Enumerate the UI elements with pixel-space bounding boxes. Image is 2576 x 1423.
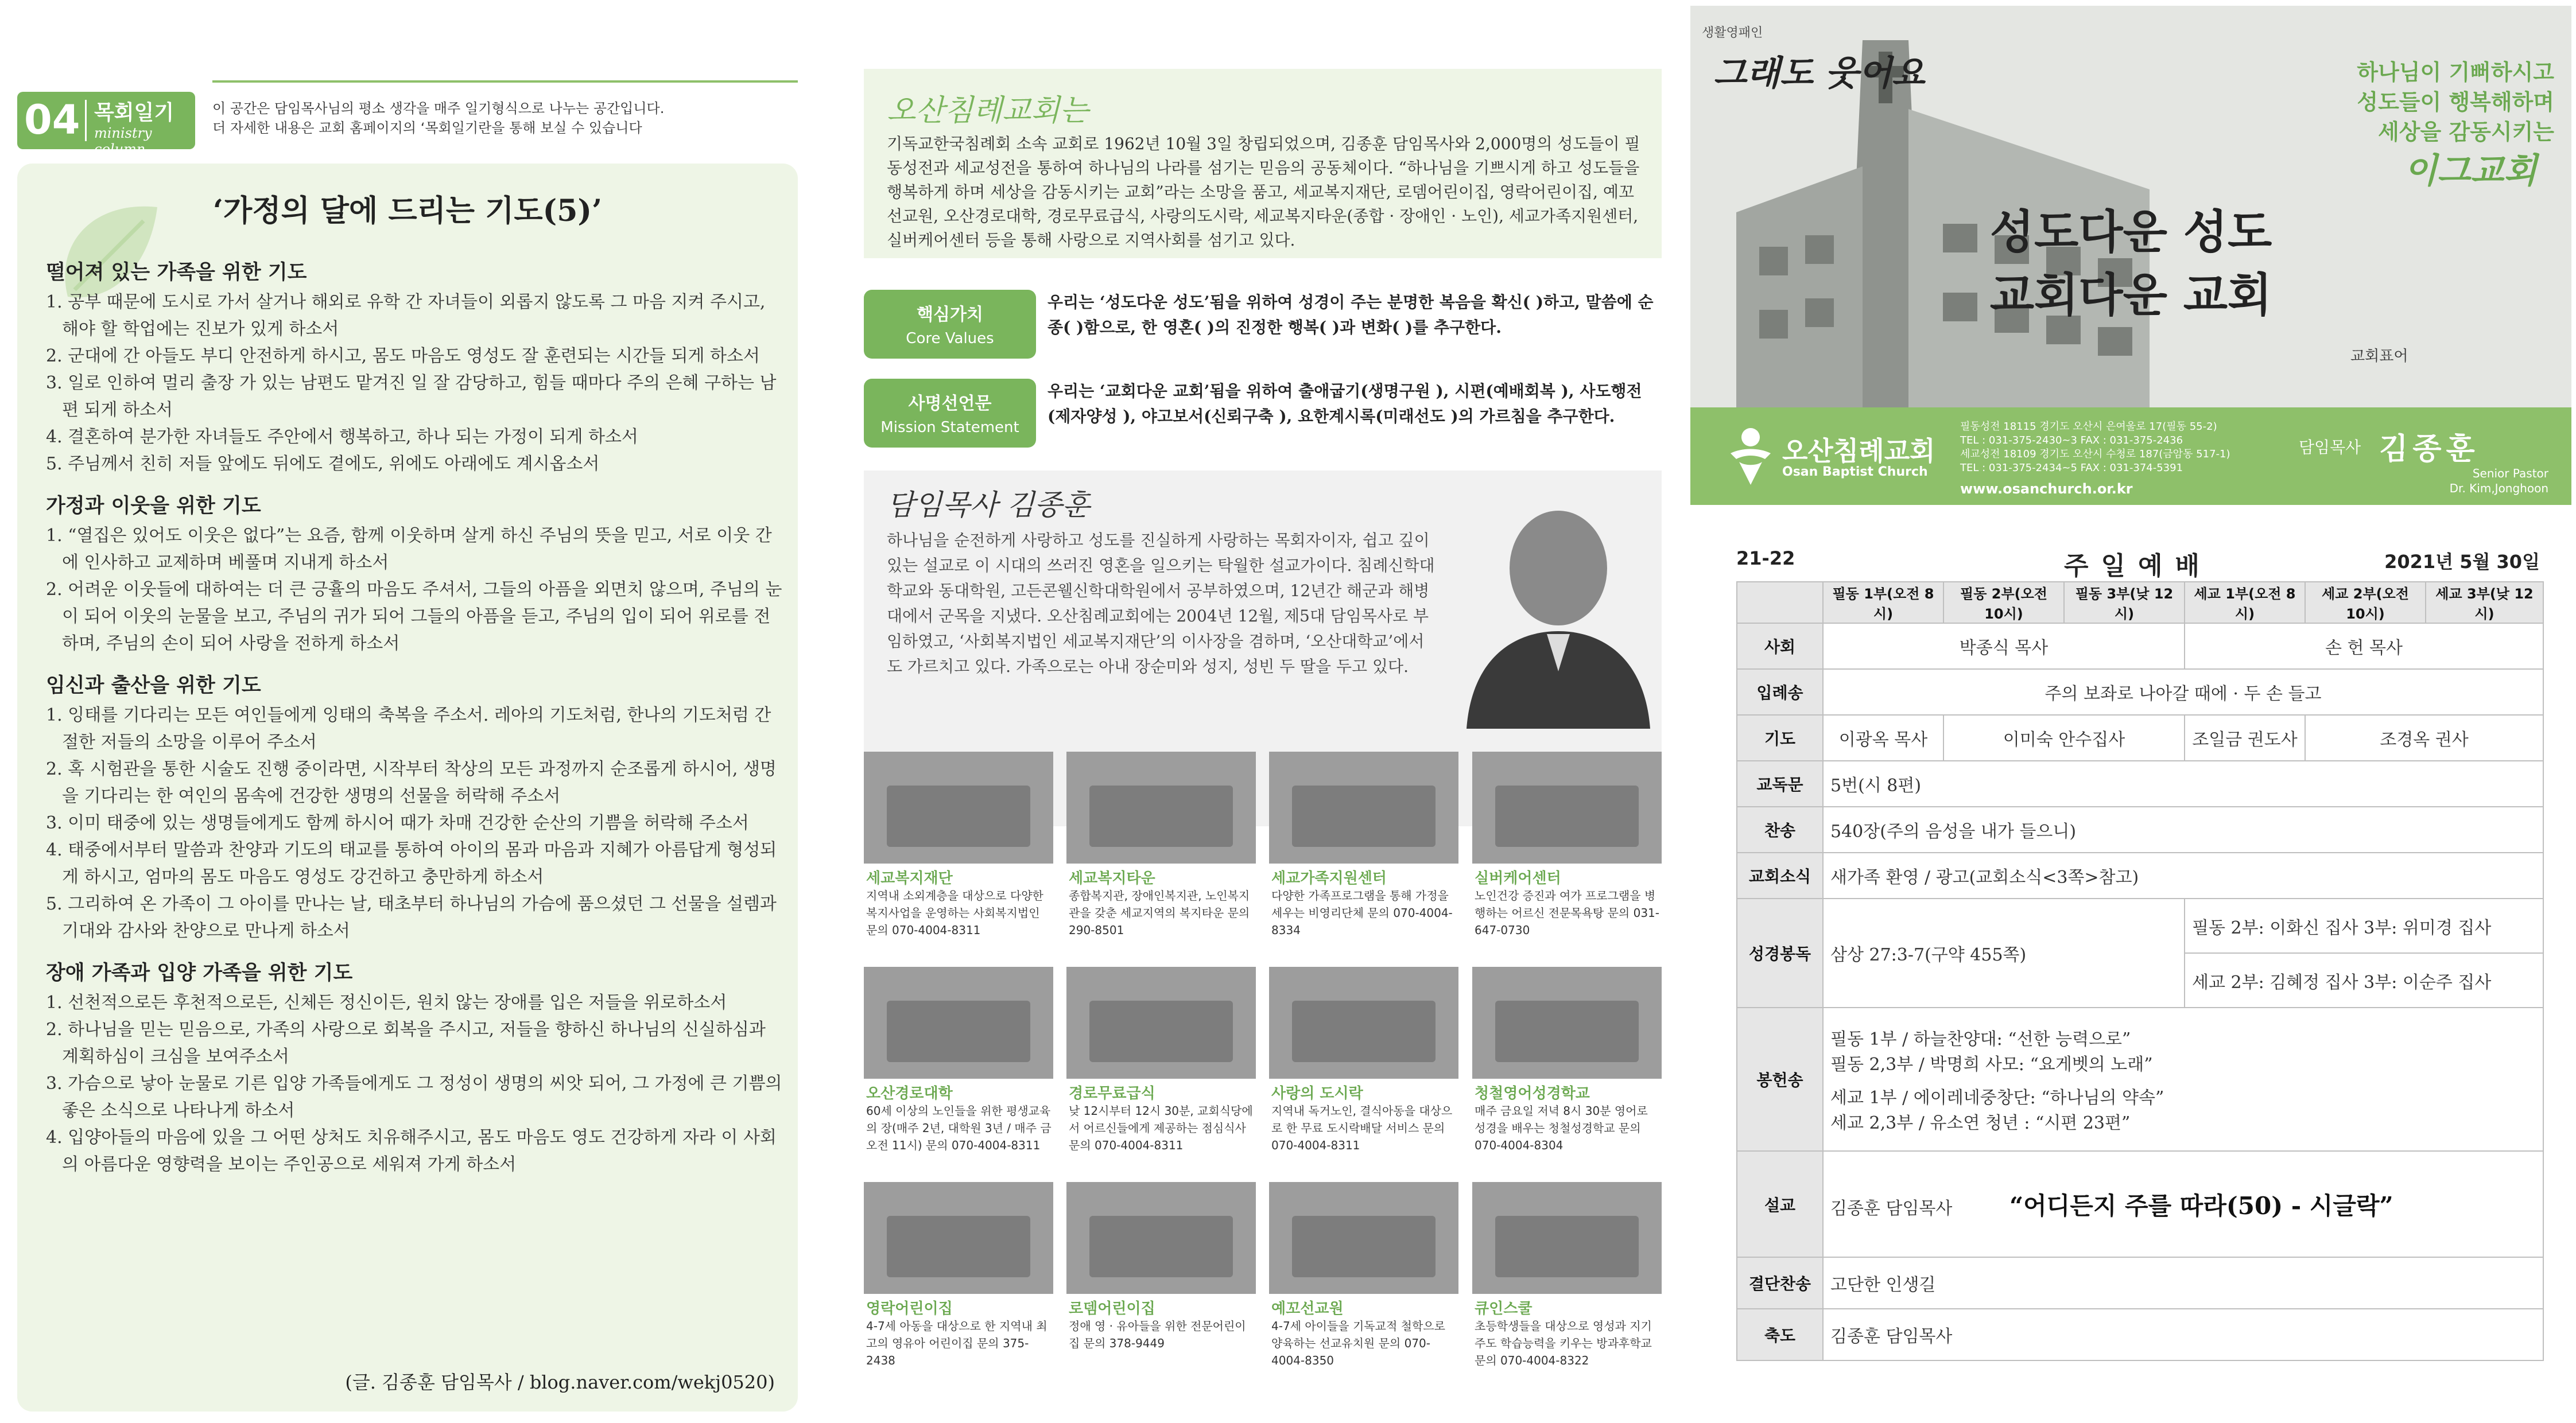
core-values-row xyxy=(864,290,1662,364)
cell-value: 540장(주의 음성을 내가 들으니) xyxy=(1823,807,2543,853)
table-row xyxy=(1737,899,2543,953)
prayer-item: 2. 혹 시험관을 통한 시술도 진행 중이라면, 시작부터 착상의 모든 과정까지 순조롭게 하시어, 생명을 기다리는 한 여인의 몸속에 건강한 생명의 선물을 허락해 주소서 xyxy=(46,759,777,806)
church-logo-icon xyxy=(1725,425,1776,488)
ministry-desc: 매주 금요일 저녁 8시 30분 영어로 성경을 배우는 청철성경학교 문의 070-4004-8304 xyxy=(1475,1104,1648,1152)
ministry-photo xyxy=(1269,967,1458,1079)
core-values-label: 핵심가치 xyxy=(917,305,983,325)
worship-title: 주일예배 xyxy=(2063,551,2212,581)
ministry-title: 세교가족지원센터 xyxy=(1271,870,1387,887)
cell-value: 삼상 27:3-7(구약 455쪽) xyxy=(1823,899,2185,1008)
motto-line-1: 성도다운 성도 xyxy=(1989,205,2272,259)
pastor-name: 김종훈 xyxy=(2379,432,2480,466)
row-label: 사회 xyxy=(1737,623,1823,669)
prayer-heading: 장애 가족과 입양 가족을 위한 기도 xyxy=(46,961,353,985)
logo-caption: 생활영패인 xyxy=(1702,26,1763,40)
cell-value: 김종훈 담임목사 xyxy=(1823,1309,2543,1360)
header-divider xyxy=(212,80,798,83)
mission-row xyxy=(864,379,1662,453)
prayer-heading: 가정과 이웃을 위한 기도 xyxy=(46,494,261,518)
cell-value: 조일금 권도사 xyxy=(2185,715,2305,761)
prayer-item: 4. 태중에서부터 말씀과 찬양과 기도의 태교를 통하여 아이의 몸과 마음과 지혜가 아름답게 형성되게 하시고, 엄마의 몸도 마음도 영성도 강건하고 충만하게 하소서 xyxy=(46,840,777,887)
prayer-heading: 임신과 출산을 위한 기도 xyxy=(46,674,261,697)
table-row xyxy=(1737,807,2543,853)
ministry-card xyxy=(864,967,1053,1182)
prayer-item: 2. 하나님을 믿는 믿음으로, 가족의 사랑으로 회복을 주시고, 저들을 향하신 하나님의 신실하심과 계획하심이 크심을 보여주소서 xyxy=(46,1020,766,1067)
section-subtitle: ministry column xyxy=(94,125,152,157)
ministry-title: 세교복지타운 xyxy=(1069,870,1155,887)
offertory-list xyxy=(1823,1008,2543,1151)
prayer-section xyxy=(46,256,786,477)
pastor-bio: 하나님을 순전하게 사랑하고 성도를 진실하게 사랑하는 목회자이자, 쉽고 깊이 있는 설교로 이 시대의 쓰러진 영혼을 일으키는 탁월한 설교가이다. 침례신학대학교와 동대학원, 고든콘웰신학대학원에서 공부하였으며, 12년간 해군과 해병대에서 군목을 지냈다. 오산침례교회에는 2004년 12월, 제5대 담임목사로 부임하였고, ‘사회복지법인 세교복지재단’의 이사장을 겸하며, ‘오산대학교’에서도 가르치고 있다. 가족으로는 아내 장순미와 성지, 성빈 두 딸을 두고 있다. xyxy=(887,531,1435,676)
logo-wordmark: 그래도 웃어요 xyxy=(1713,53,1925,94)
table-row xyxy=(1737,1257,2543,1309)
address-line: TEL : 031-375-2434~5 FAX : 031-374-5391 xyxy=(1960,462,2183,474)
motto-line-2: 교회다운 교회 xyxy=(1989,269,2272,322)
pastor-role-en: Senior Pastor xyxy=(2472,466,2548,480)
ministry-desc: 다양한 가족프로그램을 통해 가정을 세우는 비영리단체 문의 070-4004-8334 xyxy=(1271,889,1453,937)
church-name: 오산침례교회 xyxy=(1782,436,1935,466)
slogan-line: 세상을 감동시키는 xyxy=(2378,119,2554,145)
ministry-photo xyxy=(1066,967,1256,1079)
church-intro-panel xyxy=(864,69,1662,1412)
cell-value: 5번(시 8편) xyxy=(1823,761,2543,807)
offertory-line: 세교 1부 / 에이레네중창단: “하나님의 약속” xyxy=(1830,1088,2164,1108)
column-intro xyxy=(212,99,798,138)
service-header: 필동 3부(낮 12시) xyxy=(2064,582,2185,623)
row-label: 축도 xyxy=(1737,1309,1823,1360)
address-line: 세교성전 18109 경기도 오산시 수청로 187(금암동 517-1) xyxy=(1960,448,2230,460)
service-header: 세교 2부(오전 10시) xyxy=(2305,582,2426,623)
ministry-title: 경로무료급식 xyxy=(1069,1085,1155,1102)
ministry-card xyxy=(1066,967,1256,1182)
church-intro-title: 오산침례교회는 xyxy=(887,94,1089,128)
church-intro-text: 기독교한국침례회 소속 교회로 1962년 10월 3일 창립되었으며, 김종훈 담임목사와 2,000명의 성도들이 필동성전과 세교성전을 통하여 하나님의 나라를 섬기는 믿음의 공동체이다. “하나님을 기쁘시게 하고 성도들을 행복하게 하며 세상을 감동시키는 교회”라는 소망을 품고, 세교복지재단, 로뎀어린이집, 영락어린이집, 예꼬선교원, 오산경로대학, 경로무료급식, 사랑의도시락, 세교복지타운(종합 · 장애인 · 노인), 세교가족지원센터, 실버케어센터 등을 통해 사랑으로 지역사회를 섬기고 있다. xyxy=(887,134,1640,250)
section-badge xyxy=(17,92,195,157)
ministry-desc: 정애 영 · 유아들을 위한 전문어린이집 문의 378-9449 xyxy=(1069,1319,1246,1350)
ministry-desc: 초등학생들을 대상으로 영성과 지기주도 학습능력을 키우는 방과후학교 문의 070-4004-8322 xyxy=(1475,1319,1652,1367)
column-header xyxy=(17,76,798,156)
ministry-card xyxy=(864,752,1053,967)
cell-value: 이광옥 목사 xyxy=(1823,715,1943,761)
cell-value: 새가족 환영 / 광고(교회소식<3쪽>참고) xyxy=(1823,853,2543,899)
cell-value: 이미숙 안수집사 xyxy=(1943,715,2185,761)
ministry-desc: 4-7세 아이들을 기독교적 철학으로 양육하는 선교유치원 문의 070-4004-8350 xyxy=(1271,1319,1445,1367)
ministry-card xyxy=(1472,752,1662,967)
sermon-cell xyxy=(1823,1151,2543,1257)
ministry-card xyxy=(1269,1182,1458,1397)
service-header: 세교 3부(낮 12시) xyxy=(2426,582,2543,623)
pastor-photo xyxy=(1449,482,1662,729)
church-website: www.osanchurch.or.kr xyxy=(1960,481,2133,497)
ministry-photo xyxy=(1472,752,1662,864)
address-line: 필동성전 18115 경기도 오산시 은여울로 17(필동 55-2) xyxy=(1960,421,2217,433)
intro-line: 더 자세한 내용은 교회 홈페이지의 ‘목회일기란을 통해 보실 수 있습니다 xyxy=(212,120,642,136)
ministry-desc: 노인건강 증진과 여가 프로그램을 병행하는 어르신 전문목욕탕 문의 031-647-0730 xyxy=(1475,889,1659,937)
table-row xyxy=(1737,761,2543,807)
prayer-item: 1. “열집은 있어도 이웃은 없다”는 요즘, 함께 이웃하며 살게 하신 주님의 뜻을 믿고, 서로 이웃 간에 인사하고 교제하며 베풀며 지내게 하소서 xyxy=(46,526,772,573)
cover xyxy=(1690,6,2571,505)
table-row xyxy=(1737,715,2543,761)
church-intro-box xyxy=(864,69,1662,258)
cell-value: 세교 2부: 김혜정 집사 3부: 이순주 집사 xyxy=(2185,953,2543,1008)
ministry-title: 청철영어성경학교 xyxy=(1475,1085,1590,1102)
worship-date: 2021년 5월 30일 xyxy=(2384,551,2540,573)
prayer-item: 1. 공부 때문에 도시로 가서 살거나 해외로 유학 간 자녀들이 외롭지 않도록 그 마음 지켜 주시고, 해야 할 학업에는 진보가 있게 하소서 xyxy=(46,292,766,339)
ministry-title: 예꼬선교원 xyxy=(1271,1300,1344,1317)
table-row xyxy=(1737,1309,2543,1360)
ministry-title: 영락어린이집 xyxy=(866,1300,953,1317)
badge-separator xyxy=(85,100,87,141)
ministry-title: 세교복지재단 xyxy=(866,870,953,887)
church-name-en: Osan Baptist Church xyxy=(1782,465,1928,479)
row-label: 찬송 xyxy=(1737,807,1823,853)
address-line: TEL : 031-375-2430~3 FAX : 031-375-2436 xyxy=(1960,434,2183,446)
ministry-photo xyxy=(1269,752,1458,864)
ministry-card xyxy=(1066,1182,1256,1397)
ministry-desc: 종합복지관, 장애인복지관, 노인복지관을 갖춘 세교지역의 복지타운 문의 290-8501 xyxy=(1069,889,1250,937)
slogan-brand: 이그교회 xyxy=(2404,151,2537,191)
ministry-title: 큐인스쿨 xyxy=(1475,1300,1533,1317)
church-slogan xyxy=(2357,57,2554,147)
ministry-card xyxy=(1066,752,1256,967)
pastor-name-en xyxy=(2450,466,2548,496)
ministry-photo xyxy=(1066,1182,1256,1294)
mission-label: 사명선언문 xyxy=(908,394,992,414)
cell-value: 손 헌 목사 xyxy=(2185,623,2543,669)
pastor-name-en-line: Dr. Kim,Jonghoon xyxy=(2449,481,2548,495)
row-label: 기도 xyxy=(1737,715,1823,761)
slogan-line: 성도들이 행복해하며 xyxy=(2357,90,2554,115)
cell-value: 박종식 목사 xyxy=(1823,623,2185,669)
ministry-card xyxy=(1269,967,1458,1182)
ministry-desc: 지역내 소외계층을 대상으로 다양한 복지사업을 운영하는 사회복지법인 문의 070-4004-8311 xyxy=(866,889,1043,937)
table-corner-cell xyxy=(1737,582,1823,623)
prayer-item: 5. 주님께서 친히 저들 앞에도 뒤에도 곁에도, 위에도 아래에도 계시옵소서 xyxy=(46,454,600,474)
ministry-desc: 60세 이상의 노인들을 위한 평생교육의 장(매주 2년, 대학원 3년 / 매주 금 오전 11시) 문의 070-4004-8311 xyxy=(866,1104,1052,1152)
prayer-item: 1. 선천적으로든 후천적으로든, 신체든 정신이든, 원치 않는 장애를 입은 저들을 위로하소서 xyxy=(46,993,727,1013)
prayer-item: 3. 가슴으로 낳아 눈물로 기른 입양 가족들에게도 그 정성이 생명의 씨앗 되어, 그 가정에 큰 기쁨의 좋은 소식으로 나타나게 하소서 xyxy=(46,1074,782,1121)
ministry-title: 실버케어센터 xyxy=(1475,870,1561,887)
ministry-card xyxy=(864,1182,1053,1397)
column-title: ‘가정의 달에 드리는 기도(5)’ xyxy=(212,193,603,228)
ministry-title: 로뎀어린이집 xyxy=(1069,1300,1155,1317)
cell-value: 고단한 인생길 xyxy=(1823,1257,2543,1309)
ministry-photo xyxy=(864,967,1053,1079)
slogan-line: 하나님이 기뻐하시고 xyxy=(2357,60,2554,85)
prayer-item: 5. 그리하여 온 가족이 그 아이를 만나는 날, 태초부터 하나님의 가슴에 품으셨던 그 선물을 설렘과 기대와 감사와 찬양으로 만나게 하소서 xyxy=(46,894,777,941)
table-row xyxy=(1737,1151,2543,1257)
ministry-photo xyxy=(1269,1182,1458,1294)
service-header: 필동 1부(오전 8시) xyxy=(1823,582,1943,623)
core-values-text: 우리는 ‘성도다운 성도’됨을 위하여 성경이 주는 분명한 복음을 확신( )하고, 말씀에 순종( )함으로, 한 영혼( )의 진정한 행복( )과 변화( )를 추구한다. xyxy=(1048,293,1654,337)
ministry-photo xyxy=(1472,1182,1662,1294)
prayer-sections xyxy=(46,244,786,1178)
prayer-item: 4. 결혼하여 분가한 자녀들도 주안에서 행복하고, 하나 되는 가정이 되게 하소서 xyxy=(46,427,638,447)
prayer-item: 3. 이미 태중에 있는 생명들에게도 함께 하시어 때가 차매 건강한 순산의 기쁨을 허락해 주소서 xyxy=(46,813,749,833)
offertory-line: 세교 2,3부 / 유소연 청년 : “시편 23편” xyxy=(1830,1113,2131,1133)
prayer-section xyxy=(46,670,786,944)
church-address xyxy=(1960,420,2259,475)
service-header: 세교 1부(오전 8시) xyxy=(2185,582,2305,623)
mission-text: 우리는 ‘교회다운 교회’됨을 위하여 출애굽기(생명구원 ), 시편(예배회복 ), 사도행전(제자양성 ), 야고보서(신뢰구축 ), 요한계시록(미래선도 )의 가르침을 추구한다. xyxy=(1048,382,1642,426)
prayer-item: 3. 일로 인하여 멀리 출장 가 있는 남편도 맡겨진 일 잘 감당하고, 힘들 때마다 주의 은혜 구하는 남편 되게 하소서 xyxy=(46,373,777,420)
spacer xyxy=(1830,1075,2536,1083)
ministry-desc: 낮 12시부터 12시 30분, 교회식당에서 어르신들에게 제공하는 점심식사 문의 070-4004-8311 xyxy=(1069,1104,1253,1152)
table-row xyxy=(1737,1008,2543,1151)
ministry-desc: 지역내 독거노인, 결식아동을 대상으로 한 무료 도시락배달 서비스 문의 070-4004-8311 xyxy=(1271,1104,1453,1152)
bulletin-number: 21-22 xyxy=(1736,547,1795,569)
ministry-card xyxy=(1472,967,1662,1182)
cell-value: 조경옥 권사 xyxy=(2305,715,2543,761)
ministry-card xyxy=(1472,1182,1662,1397)
mission-badge xyxy=(864,379,1036,448)
row-label: 설교 xyxy=(1737,1151,1823,1257)
pastor-label: 담임목사 xyxy=(2299,438,2361,457)
row-label: 결단찬송 xyxy=(1737,1257,1823,1309)
ministry-desc: 4-7세 아동을 대상으로 한 지역내 최고의 영유아 어린이집 문의 375-2438 xyxy=(866,1319,1048,1367)
prayer-heading: 떨어져 있는 가족을 위한 기도 xyxy=(46,261,307,284)
prayer-section xyxy=(46,490,786,657)
prayer-item: 1. 잉태를 기다리는 모든 여인들에게 잉태의 축복을 주소서. 레아의 기도처럼, 한나의 기도처럼 간절한 저들의 소망을 이루어 주소서 xyxy=(46,705,771,752)
row-label: 봉헌송 xyxy=(1737,1008,1823,1151)
prayer-item: 4. 입양아들의 마음에 있을 그 어떤 상처도 치유해주시고, 몸도 마음도 영도 건강하게 자라 이 사회의 아름다운 영향력을 보이는 주인공으로 세워져 가게 하소서 xyxy=(46,1127,777,1175)
prayer-item: 2. 군대에 간 아들도 부디 안전하게 하시고, 몸도 마음도 영성도 잘 훈련되는 시간들 되게 하소서 xyxy=(46,346,760,366)
ministry-photo xyxy=(1066,752,1256,864)
cell-value: 주의 보좌로 나아갈 때에 · 두 손 들고 xyxy=(1823,669,2543,715)
table-row xyxy=(1737,669,2543,715)
cell-value: 필동 2부: 이화신 집사 3부: 위미경 집사 xyxy=(2185,899,2543,953)
ministry-column-panel xyxy=(17,69,798,1412)
offertory-line: 필동 2,3부 / 박명희 사모: “요게벳의 노래” xyxy=(1830,1055,2153,1075)
column-signature: (글. 김종훈 담임목사 / blog.naver.com/wekj0520) xyxy=(345,1371,775,1393)
row-label: 입례송 xyxy=(1737,669,1823,715)
table-row xyxy=(1737,853,2543,899)
row-label: 교회소식 xyxy=(1737,853,1823,899)
row-label: 교독문 xyxy=(1737,761,1823,807)
prayer-box xyxy=(17,164,798,1412)
ministry-card xyxy=(1269,752,1458,967)
sermon-title: “어디든지 주를 따라(50) - 시글락” xyxy=(2009,1191,2393,1220)
section-title: 목회일기 xyxy=(94,101,174,125)
prayer-section xyxy=(46,957,786,1178)
worship-header xyxy=(1736,545,2540,580)
ministry-title: 사랑의 도시락 xyxy=(1271,1085,1363,1102)
mission-label-en: Mission Statement xyxy=(880,419,1019,436)
ministry-title: 오산경로대학 xyxy=(866,1085,953,1102)
ministry-photo xyxy=(1472,967,1662,1079)
section-number: 04 xyxy=(24,96,80,143)
core-values-label-en: Core Values xyxy=(906,330,994,347)
bulletin-cover-panel xyxy=(1690,6,2571,1417)
prayer-item: 2. 어려운 이웃들에 대하여는 더 큰 긍휼의 마음도 주셔서, 그들의 아픔을 외면치 않으며, 주님의 눈이 되어 이웃의 눈물을 보고, 주님의 귀가 되어 그들의 아픔을 듣고, 주님의 입이 되어 위로를 전하며, 주님의 손이 되어 사랑을 전하게 하소서 xyxy=(46,580,782,654)
pastor-title: 담임목사 김종훈 xyxy=(887,488,1090,522)
row-label: 성경봉독 xyxy=(1737,899,1823,1008)
motto-label: 교회표어 xyxy=(2350,348,2408,365)
ministry-photo xyxy=(864,752,1053,864)
table-row xyxy=(1737,623,2543,669)
table-row xyxy=(1737,582,2543,623)
offertory-line: 필동 1부 / 하늘찬양대: “선한 능력으로” xyxy=(1830,1029,2131,1049)
intro-line: 이 공간은 담임목사님의 평소 생각을 매주 일기형식으로 나누는 공간입니다. xyxy=(212,100,665,116)
service-header: 필동 2부(오전 10시) xyxy=(1943,582,2064,623)
preacher: 김종훈 담임목사 xyxy=(1830,1198,1953,1219)
church-info-bar xyxy=(1690,407,2571,505)
ministry-photo xyxy=(864,1182,1053,1294)
worship-order-table xyxy=(1736,581,2544,1361)
core-values-badge xyxy=(864,290,1036,359)
